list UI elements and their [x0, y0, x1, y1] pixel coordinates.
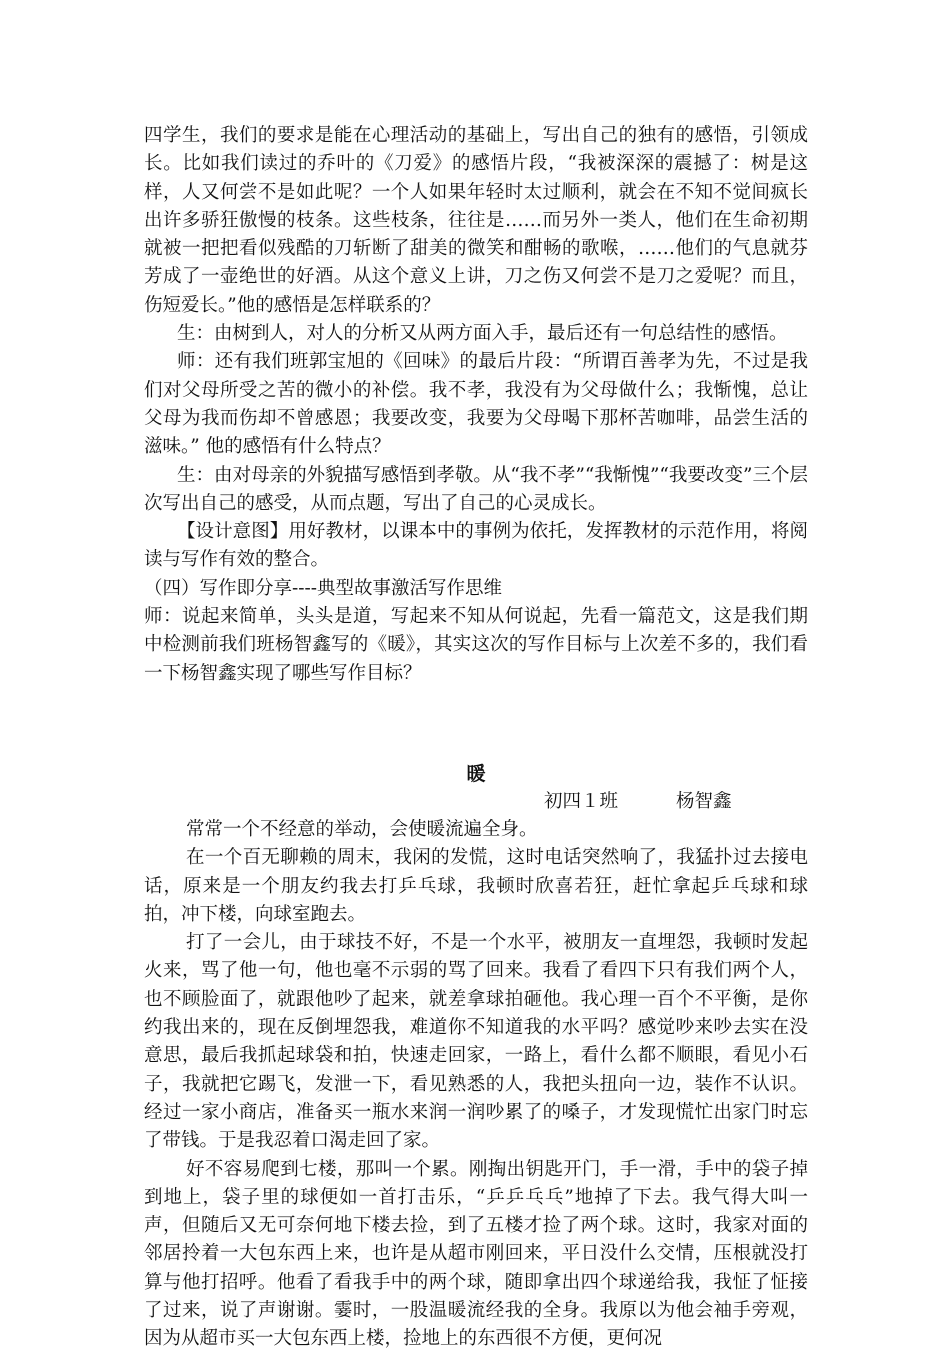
- essay-byline: [144, 788, 808, 816]
- document-page: [144, 122, 808, 1354]
- spacer: [144, 688, 808, 760]
- paragraph-student-answer-1: 生：由树到人，对人的分析又从两方面入手，最后还有一句总结性的感悟。: [177, 323, 788, 345]
- paragraph-teacher-intro: 师：说起来简单，头头是道，写起来不知从何说起，先看一篇范文，这是我们期中检测前我们班杨智鑫写的《暖》，其实这次的写作目标与上次差不多的，我们看一下杨智鑫实现了哪些写作目标？: [144, 606, 808, 684]
- paragraph-design-intent: 【设计意图】用好教材，以课本中的事例为依托，发挥教材的示范作用，将阅读与写作有效的整合。: [144, 521, 808, 571]
- paragraph-requirements: 四学生，我们的要求是能在心理活动的基础上，写出自己的独有的感悟，引领成长。比如我们读过的乔叶的《刀爱》的感悟片段，“我被深深的震撼了：树是这样，人又何尝不是如此呢？一个人如果年轻时太过顺利，就会在不知不觉间疯长出许多骄狂傲慢的枝条。这些枝条，往往是……而另外一类人，他们在生命初期就被一把把看似残酷的刀斩断了甜美的微笑和酣畅的歌喉，……他们的气息就芬芳成了一壶绝世的好酒。从这个意义上讲，刀之伤又何尝不是刀之爱呢？而且，伤短爱长。”他的感悟是怎样联系的？: [144, 125, 808, 316]
- essay-paragraph: 打了一会儿，由于球技不好，不是一个水平，被朋友一直埋怨，我顿时发起火来，骂了他一句，他也毫不示弱的骂了回来。我看了看四下只有我们两个人，也不顾脸面了，就跟他吵了起来，就差拿球拍砸他。我心理一百个不平衡，是你约我出来的，现在反倒埋怨我，难道你不知道我的水平吗？感觉吵来吵去实在没意思，最后我抓起球袋和拍，快速走回家，一路上，看什么都不顺眼，看见小石子，我就把它踢飞，发泄一下，看见熟悉的人，我把头扭向一边，装作不认识。经过一家小商店，准备买一瓶水来润一润吵累了的嗓子，才发现慌忙出家门时忘了带钱。于是我忍着口渴走回了家。: [144, 932, 808, 1152]
- paragraph-teacher-question: 师：还有我们班郭宝旭的《回味》的最后片段：“所谓百善孝为先，不过是我们对父母所受之苦的微小的补偿。我不孝，我没有为父母做什么；我惭愧，总让父母为我而伤却不曾感恩；我要改变，我要为父母喝下那杯苦咖啡，品尝生活的滋味。” 他的感悟有什么特点？: [144, 351, 808, 458]
- essay-class: 初四１班: [544, 790, 619, 812]
- essay-paragraph: 常常一个不经意的举动，会使暖流遍全身。: [186, 818, 538, 840]
- section-heading-sharing: （四）写作即分享----典型故事激活写作思维: [144, 577, 503, 599]
- essay-paragraph: 在一个百无聊赖的周末，我闲的发慌，这时电话突然响了，我猛扑过去接电话，原来是一个朋友约我去打乒乓球，我顿时欣喜若狂，赶忙拿起乒乓球和球拍，冲下楼，向球室跑去。: [144, 847, 808, 925]
- essay-title: 暖: [466, 762, 486, 785]
- paragraph-student-answer-2: 生：由对母亲的外貌描写感悟到孝敬。从“我不孝”“我惭愧”“我要改变”三个层次写出自己的感受，从而点题，写出了自己的心灵成长。: [144, 464, 808, 514]
- essay-author: 杨智鑫: [676, 790, 732, 812]
- essay-paragraph: 好不容易爬到七楼，那叫一个累。刚掏出钥匙开门，手一滑，手中的袋子掉到地上，袋子里的球便如一首打击乐，“乒乒乓乓”地掉了下去。我气得大叫一声，但随后又无可奈何地下楼去捡，到了五楼才捡了两个球。这时，我家对面的邻居拎着一大包东西上来，也许是从超市刚回来，平日没什么交情，压根就没打算与他打招呼。他看了看我手中的两个球，随即拿出四个球递给我，我怔了怔接了过来，说了声谢谢。霎时，一股温暖流经我的全身。我原以为他会袖手旁观，因为从超市买一大包东西上楼，捡地上的东西很不方便，更何况: [144, 1158, 808, 1350]
